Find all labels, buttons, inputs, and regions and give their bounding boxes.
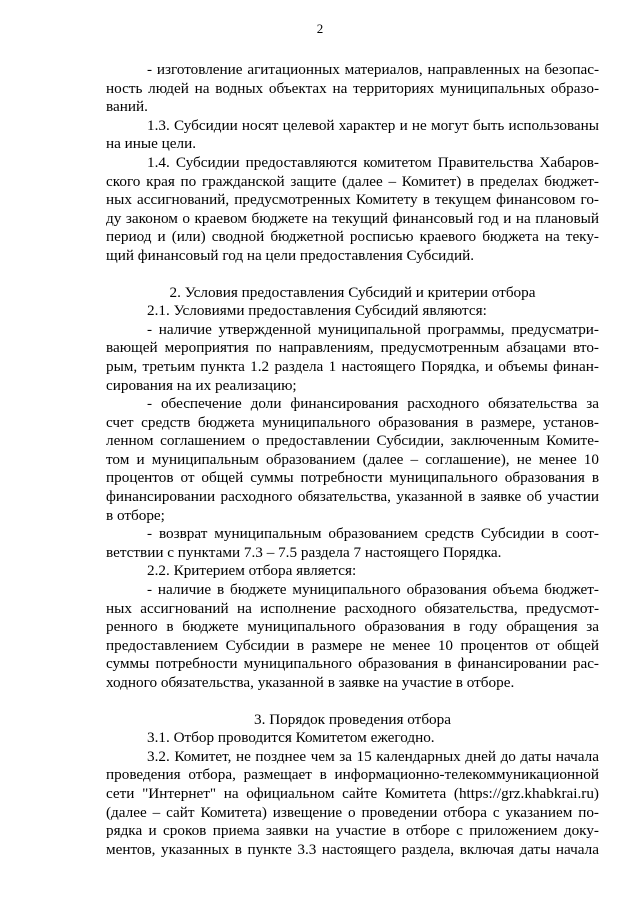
text-line: (далее – сайт Комитета) извещение о проведении отбора с указанием по-	[106, 803, 599, 821]
paragraph-2-2	[106, 562, 599, 581]
paragraph-agitation-materials	[106, 61, 599, 117]
text-line: ментов, указанных в пункте 3.3 настоящего раздела, включая даты начала	[106, 840, 599, 858]
text-line: ветствии с пунктами 7.3 – 7.5 раздела 7 настоящего Порядка.	[106, 543, 502, 561]
page-number: 2	[316, 21, 324, 36]
text-line: ходного обязательства, указанной в заявке на участие в отборе.	[106, 674, 515, 691]
text-line: рым, третьим пункта 1.2 раздела 1 настоящего Порядка, и объемы финан-	[106, 357, 599, 375]
text-line: щий финансовый год на цели предоставления Субсидий.	[106, 246, 475, 264]
paragraph-1-4	[106, 154, 599, 266]
section-2-heading: 2. Условия предоставления Субсидий и критерии отбора	[169, 283, 536, 301]
text-line: ду законом о краевом бюджете на текущий финансовый год и на плановый	[106, 209, 599, 227]
text-line: период и (или) сводной бюджетной росписью краевого бюджета на теку-	[106, 228, 599, 246]
text-line: процентов от общей суммы потребности муниципального образования в	[106, 469, 599, 487]
text-line: ных ассигнований, предусмотренных Комитету в текущем финансовом го-	[106, 191, 599, 209]
text-line: - возврат муниципальным образованием средств Субсидии в соот-	[147, 525, 599, 543]
paragraph-1-3	[106, 117, 599, 154]
section-spacer	[106, 266, 599, 284]
section-3-heading: 3. Порядок проведения отбора	[254, 710, 451, 728]
text-line: сети "Интернет" на официальном сайте Комитета (https://grz.khabkrai.ru)	[106, 784, 599, 802]
text-line: 2.1. Условиями предоставления Субсидий являются:	[147, 302, 487, 320]
paragraph-financing-share	[106, 395, 599, 525]
text-line: ваний.	[106, 98, 148, 116]
text-line: том и муниципальным образованием (далее – соглашение), не менее 10	[106, 450, 599, 468]
text-line: 2.2. Критерием отбора является:	[147, 562, 357, 580]
text-line: предоставлением Субсидии в размере не менее 10 процентов от общей	[106, 636, 599, 654]
text-line: сирования на их реализацию;	[106, 376, 297, 394]
text-line: - наличие в бюджете муниципального образования объема бюджет-	[147, 581, 599, 599]
section-spacer	[106, 693, 599, 711]
text-line: ского края по гражданской защите (далее – Комитет) в пределах бюджет-	[106, 172, 599, 190]
text-line: в отборе;	[106, 506, 165, 524]
text-line: проведения отбора, размещает в информационно-телекоммуникационной	[106, 766, 599, 784]
paragraph-2-1	[106, 302, 599, 321]
text-line: суммы потребности муниципального образования в финансировании рас-	[106, 655, 599, 673]
document-body	[106, 61, 599, 859]
text-line: 3.2. Комитет, не позднее чем за 15 календарных дней до даты начала	[147, 747, 599, 765]
paragraph-budget-allocations	[106, 581, 599, 693]
paragraph-3-2	[106, 748, 599, 860]
text-line: ренного в бюджете муниципального образования в году обращения за	[106, 618, 599, 636]
text-line: - наличие утвержденной муниципальной программы, предусматри-	[147, 320, 599, 338]
text-line: 1.4. Субсидии предоставляются комитетом Правительства Хабаров-	[147, 153, 599, 171]
text-line: - изготовление агитационных материалов, направленных на безопас-	[147, 61, 599, 78]
text-line: 1.3. Субсидии носят целевой характер и не могут быть использованы	[147, 116, 599, 134]
text-line: ленном соглашением о предоставлении Субсидии, заключенным Комите-	[106, 432, 599, 450]
text-line: на иные цели.	[106, 135, 197, 153]
text-line: ность людей на водных объектах на территориях муниципальных образо-	[106, 79, 599, 97]
text-line: 3.1. Отбор проводится Комитетом ежегодно.	[147, 729, 435, 747]
text-line: ных ассигнований на исполнение расходного обязательства, предусмот-	[106, 599, 599, 617]
text-line: - обеспечение доли финансирования расходного обязательства за	[147, 395, 599, 413]
text-line: финансировании расходного обязательства, указанной в заявке об участии	[106, 488, 599, 506]
text-line: рядка и сроков приема заявки на участие в отборе с приложением доку-	[106, 822, 599, 840]
text-line: вающей мероприятия по направлениям, предусмотренным абзацами вто-	[106, 339, 599, 357]
paragraph-3-1	[106, 729, 599, 748]
paragraph-return-subsidy	[106, 525, 599, 562]
text-line: счет средств бюджета муниципального образования в размере, установ-	[106, 413, 599, 431]
paragraph-municipal-program	[106, 321, 599, 395]
